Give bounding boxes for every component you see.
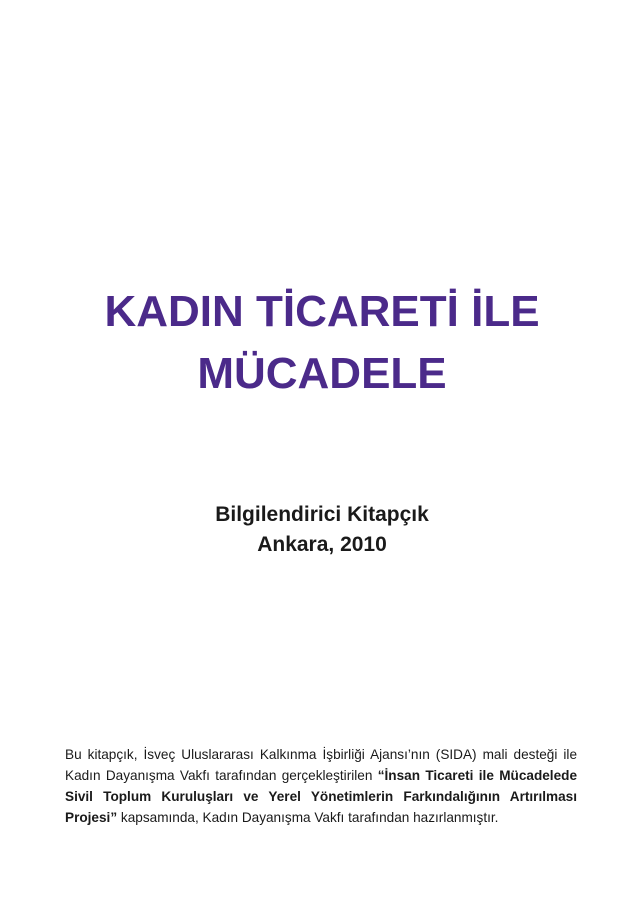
project-name: “İnsan Ticareti ile Mücadelede Sivil Toplum Kuruluşları ve Yerel Yönetimlerin Farkındalığının Artırılması Projesi” xyxy=(65,767,578,825)
publication-note xyxy=(65,744,577,828)
publication-note-part-2: kapsamında, Kadın Dayanışma Vakfı tarafından hazırlanmıştır. xyxy=(117,809,499,825)
publication-note-part-1: Bu kitapçık, İsveç Uluslararası Kalkınma İşbirliği Ajansı’nın (SIDA) mali desteği ile Kadın Dayanışma Vakfı tarafından gerçekleştirilen xyxy=(65,746,577,783)
document-title xyxy=(0,281,644,405)
title-line-1: KADIN TİCARETİ İLE xyxy=(104,287,540,337)
document-subtitle xyxy=(0,500,644,560)
subtitle-line-1: Bilgilendirici Kitapçık xyxy=(215,503,429,526)
subtitle-line-2: Ankara, 2010 xyxy=(257,533,387,556)
title-line-2: MÜCADELE xyxy=(197,349,447,399)
